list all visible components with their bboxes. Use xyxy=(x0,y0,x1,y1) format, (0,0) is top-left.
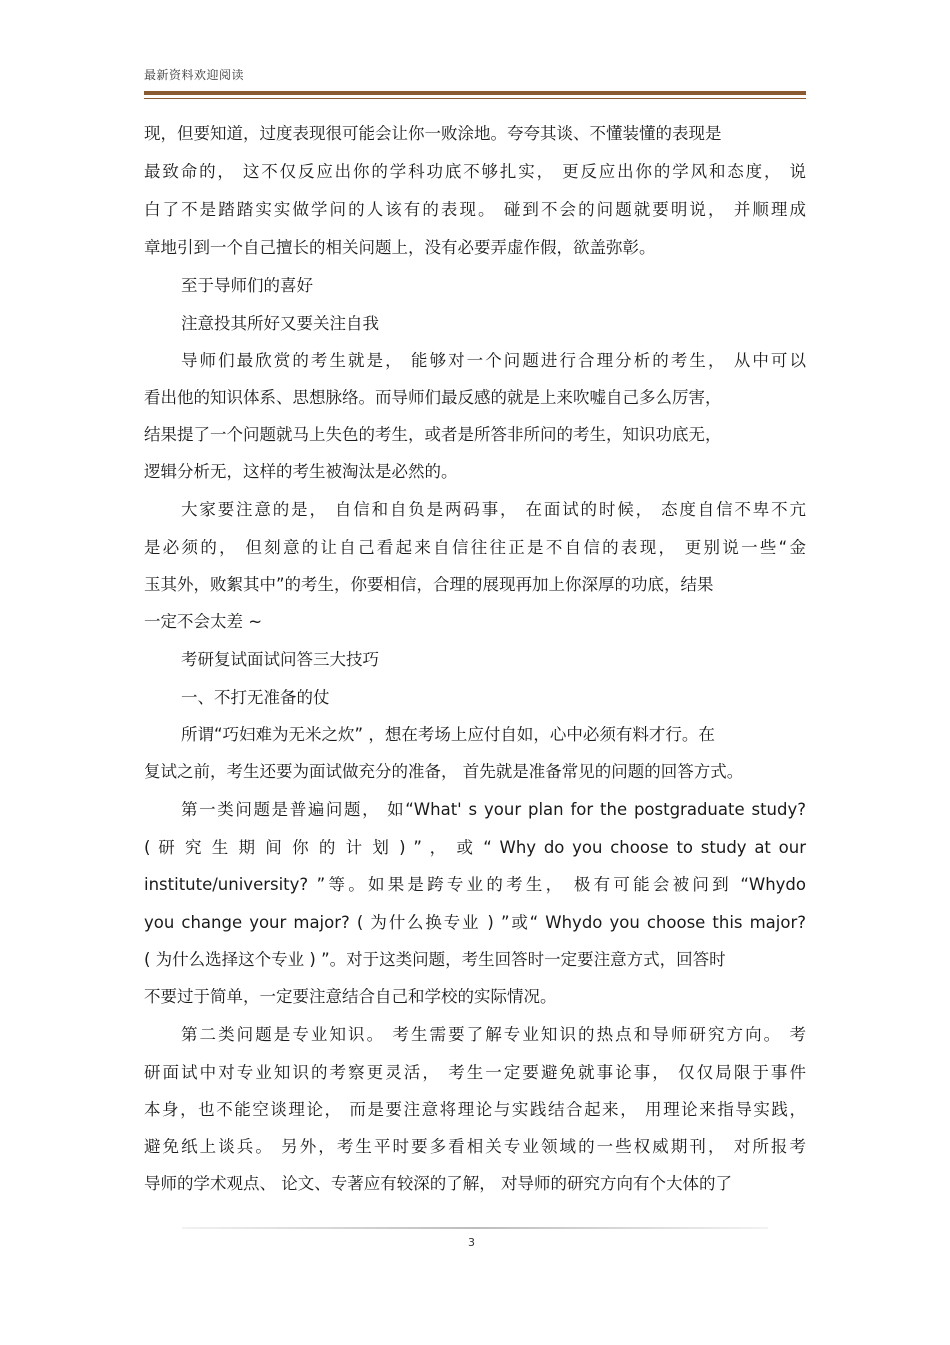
text-line: 不要过于简单，一定要注意结合自己和学校的实际情况。 xyxy=(144,987,557,1006)
text-line: 章地引到一个自己擅长的相关问题上，没有必要弄虚作假，欲盖弥彰。 xyxy=(144,238,656,257)
text-line: 逻辑分析无，这样的考生被淘汰是必然的。 xyxy=(144,462,458,481)
header-rule-thick xyxy=(144,91,806,95)
text-line: 看出他的知识体系、思想脉络。而导师们最反感的就是上来吹嘘自己多么厉害， xyxy=(144,388,722,407)
text-line: 避免纸上谈兵。 另外，考生平时要多看相关专业领域的一些权威期刊， 对所报考 xyxy=(144,1137,806,1156)
text-line: 复试之前，考生还要为面试做充分的准备， 首先就是准备常见的问题的回答方式。 xyxy=(144,762,744,781)
text-line: 玉其外，败絮其中”的考生，你要相信，合理的展现再加上你深厚的功底，结果 xyxy=(144,575,714,594)
section-heading: 考研复试面试问答三大技巧 xyxy=(181,650,379,669)
page-header-title: 最新资料欢迎阅读 xyxy=(144,68,245,82)
page-number: 3 xyxy=(468,1236,475,1249)
header-rule-thin xyxy=(144,98,806,99)
text-line: 大家要注意的是， 自信和自负是两码事， 在面试的时候， 态度自信不卑不亢 xyxy=(181,500,806,519)
text-line: 导师的学术观点、 论文、专著应有较深的了解， 对导师的研究方向有个大体的了 xyxy=(144,1174,732,1193)
text-line: 一定不会太差 ~ xyxy=(144,612,263,631)
text-line: ( 为什么选择这个专业 ) ”。对于这类问题，考生回答时一定要注意方式，回答时 xyxy=(144,950,726,969)
section-heading: 一、不打无准备的仗 xyxy=(181,688,330,707)
text-line: 白了不是踏踏实实做学问的人该有的表现。 碰到不会的问题就要明说， 并顺理成 xyxy=(144,200,806,219)
text-line: 结果提了一个问题就马上失色的考生，或者是所答非所问的考生，知识功底无， xyxy=(144,425,722,444)
text-line: you change your major? ( 为什么换专业 ) ”或“ Whydo you choose this major? xyxy=(144,913,806,932)
text-line: institute/university? ”等。如果是跨专业的考生， 极有可能会被问到 “Whydo xyxy=(144,875,806,894)
text-line: 是必须的， 但刻意的让自己看起来自信往往正是不自信的表现， 更别说一些“金 xyxy=(144,538,806,557)
text-line: 最致命的， 这不仅反应出你的学科功底不够扎实， 更反应出你的学风和态度， 说 xyxy=(144,162,806,181)
section-heading: 注意投其所好又要关注自我 xyxy=(181,314,379,333)
text-line: 现，但要知道，过度表现很可能会让你一败涂地。夸夸其谈、不懂装懂的表现是 xyxy=(144,124,722,143)
text-line: ( 研 究 生 期 间 你 的 计 划 ) ” ， 或 “ Why do you choose to study at our xyxy=(144,838,806,857)
text-line: 导师们最欣赏的考生就是， 能够对一个问题进行合理分析的考生， 从中可以 xyxy=(181,351,806,370)
text-line: 本身，也不能空谈理论， 而是要注意将理论与实践结合起来， 用理论来指导实践， xyxy=(144,1100,806,1119)
text-line: 第一类问题是普遍问题， 如“What' s your plan for the postgraduate study? xyxy=(181,800,806,819)
text-line: 所谓“巧妇难为无米之炊” ，想在考场上应付自如，心中必须有料才行。在 xyxy=(181,725,715,744)
text-line: 第二类问题是专业知识。 考生需要了解专业知识的热点和导师研究方向。 考 xyxy=(181,1025,806,1044)
footer-rule xyxy=(182,1227,768,1229)
section-heading: 至于导师们的喜好 xyxy=(181,276,313,295)
text-line: 研面试中对专业知识的考察更灵活， 考生一定要避免就事论事， 仅仅局限于事件 xyxy=(144,1063,806,1082)
